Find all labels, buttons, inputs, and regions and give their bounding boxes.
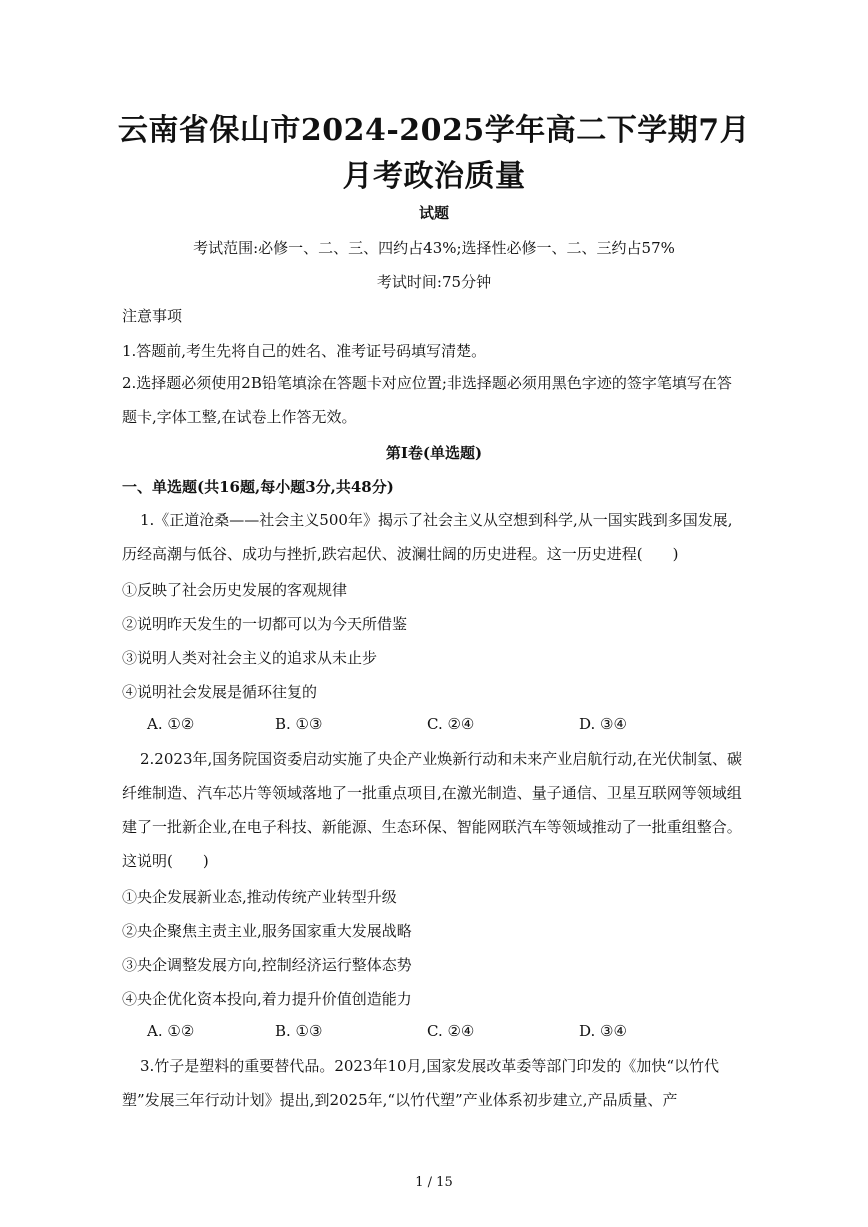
exam-scope: 考试范围:必修一、二、三、四约占43%;选择性必修一、二、三约占57%	[193, 239, 675, 257]
question-1-stem: 1.《正道沧桑——社会主义500年》揭示了社会主义从空想到科学,从一国实践到多国发展,历经高潮与低谷、成功与挫折,跌宕起伏、波澜壮阔的历史进程。这一历史进程( )	[122, 511, 733, 563]
option-b: B. ①③	[275, 715, 323, 733]
question-2-stem: 2.2023年,国务院国资委启动实施了央企产业焕新行动和未来产业启航行动,在光伏制氢、碳纤维制造、汽车芯片等领域落地了一批重点项目,在激光制造、量子通信、卫星互联网等领域组建了一批新企业,在电子科技、新能源、生态环保、智能网联汽车等领域推动了一批重组整合。这说明( )	[122, 750, 743, 870]
volume-title: 第I卷(单选题)	[385, 444, 483, 462]
question-1-statement: ④说明社会发展是循环往复的	[122, 683, 318, 701]
option-a: A. ①②	[147, 1022, 195, 1040]
question-1-statement: ②说明昨天发生的一切都可以为今天所借鉴	[122, 615, 408, 633]
question-2-statement: ④央企优化资本投向,着力提升价值创造能力	[122, 990, 412, 1008]
document-subtitle: 试题	[418, 204, 449, 222]
page-number: 1 / 15	[415, 1175, 453, 1190]
option-b: B. ①③	[275, 1022, 323, 1040]
question-2-statement: ①央企发展新业态,推动传统产业转型升级	[122, 888, 397, 906]
question-1-statement: ①反映了社会历史发展的客观规律	[122, 581, 348, 599]
question-3-stem: 3.竹子是塑料的重要替代品。2023年10月,国家发展改革委等部门印发的《加快“以竹代塑”发展三年行动计划》提出,到2025年,“以竹代塑”产业体系初步建立,产品质量、产	[122, 1057, 720, 1109]
section-title: 一、单选题(共16题,每小题3分,共48分)	[122, 478, 394, 496]
question-2-statement: ③央企调整发展方向,控制经济运行整体态势	[122, 956, 412, 974]
option-d: D. ③④	[579, 1022, 627, 1040]
note-item: 1.答题前,考生先将自己的姓名、准考证号码填写清楚。	[122, 342, 487, 360]
document-title: 云南省保山市2024-2025学年高二下学期7月月考政治质量	[117, 113, 751, 194]
option-d: D. ③④	[579, 715, 627, 733]
option-c: C. ②④	[427, 1022, 475, 1040]
notes-heading: 注意事项	[122, 307, 183, 325]
note-item: 2.选择题必须使用2B铅笔填涂在答题卡对应位置;非选择题必须用黑色字迹的签字笔填写在答题卡,字体工整,在试卷上作答无效。	[122, 374, 732, 426]
option-c: C. ②④	[427, 715, 475, 733]
exam-time: 考试时间:75分钟	[376, 273, 492, 291]
option-a: A. ①②	[147, 715, 195, 733]
question-2-statement: ②央企聚焦主责主业,服务国家重大发展战略	[122, 922, 412, 940]
question-1-statement: ③说明人类对社会主义的追求从未止步	[122, 649, 378, 667]
